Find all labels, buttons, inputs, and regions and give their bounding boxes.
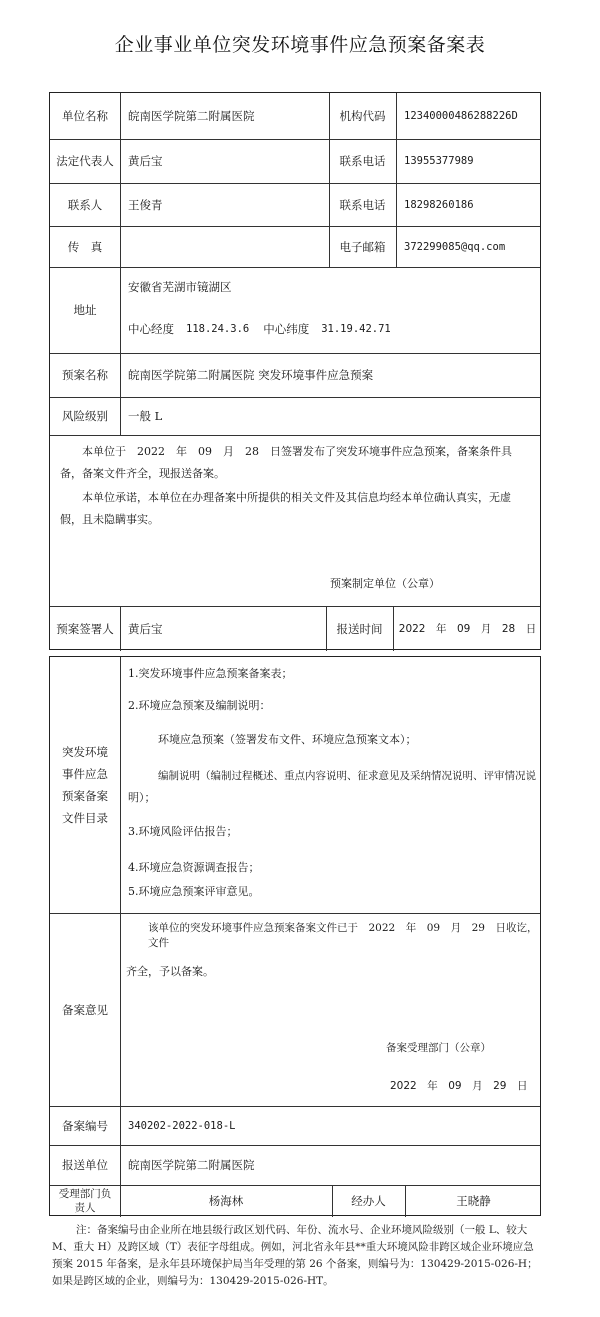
catalog-item-2a: 环境应急预案（签署发布文件、环境应急预案文本）；	[158, 733, 417, 746]
risk-level-value: 一般 L	[128, 409, 163, 423]
catalog-item-2b-line-1: 编制说明（编制过程概述、重点内容说明、征求意见及采纳情况说明、评审情况说	[158, 769, 536, 782]
dept-head-value: 杨海林	[208, 1194, 244, 1208]
catalog-label-line-3: 预案备案	[62, 789, 108, 803]
phone1-label: 联系电话	[339, 154, 386, 168]
coordinates-line	[120, 315, 540, 343]
phone2-value: 18298260186	[404, 198, 474, 211]
catalog-item-3: 3.环境风险评估报告；	[128, 825, 238, 838]
catalog-item-2: 2.环境应急预案及编制说明：	[128, 699, 271, 712]
contact-label: 联系人	[67, 197, 103, 212]
upper-table	[49, 92, 541, 650]
unit-name-value: 皖南医学院第二附属医院	[128, 109, 255, 123]
phone1-value: 13955377989	[404, 155, 474, 167]
submit-time-value: 2022 年 09 月 28 日	[398, 623, 537, 635]
catalog-label-line-2: 事件应急	[62, 767, 108, 781]
catalog-item-5: 5.环境应急预案评审意见。	[128, 885, 260, 898]
longitude-value: 118.24.3.6	[186, 323, 250, 335]
submit-unit-label: 报送单位	[62, 1158, 108, 1172]
latitude-value: 31.19.42.71	[321, 323, 391, 335]
document-title: 企业事业单位突发环境事件应急预案备案表	[114, 34, 486, 56]
dept-head-label-line-1: 受理部门负	[58, 1188, 112, 1200]
opinion-label: 备案意见	[62, 1002, 108, 1017]
fax-label: 传 真	[67, 239, 103, 254]
statement-paragraph-1: 本单位于 2022 年 09 月 28 日签署发布了突发环境事件应急预案，备案条件具备，备案文件齐全，现报送备案。	[60, 445, 512, 480]
legal-rep-label: 法定代表人	[56, 154, 114, 168]
statement-seal: 预案制定单位（公章）	[330, 577, 440, 590]
latitude-label: 中心纬度	[263, 322, 310, 336]
dept-head-label-line-2: 责人	[74, 1202, 96, 1214]
handler-value: 王晓静	[456, 1194, 491, 1208]
record-no-value: 340202-2022-018-L	[128, 1119, 236, 1132]
catalog-item-2b-line-2: 明）；	[128, 791, 156, 804]
legal-rep-value: 黄后宝	[128, 154, 163, 168]
dept-head-label	[50, 1185, 120, 1217]
email-label: 电子邮箱	[339, 239, 386, 254]
phone2-label: 联系电话	[339, 197, 386, 212]
catalog-item-4: 4.环境应急资源调查报告；	[128, 861, 260, 874]
risk-level-label: 风险级别	[62, 409, 108, 423]
catalog-label	[50, 725, 120, 845]
signer-value: 黄后宝	[128, 621, 163, 636]
contact-value: 王俊青	[128, 197, 163, 212]
catalog-item-1: 1.突发环境事件应急预案备案表；	[128, 667, 293, 680]
opinion-line-1: 该单位的突发环境事件应急预案备案文件已于 2022 年 09 月 29 日收讫，文件	[148, 922, 538, 949]
fax-value	[120, 226, 329, 267]
email-value: 372299085@qq.com	[404, 240, 506, 253]
lower-table	[49, 656, 541, 1216]
handler-label: 经办人	[351, 1194, 386, 1208]
plan-name-value: 皖南医学院第二附属医院 突发环境事件应急预案	[128, 368, 374, 382]
statement-paragraph-2: 本单位承诺，本单位在办理备案中所提供的相关文件及其信息均经本单位确认真实，无虚假，且未隐瞒事实。	[60, 491, 511, 526]
record-no-label: 备案编号	[62, 1118, 108, 1133]
address-value: 安徽省芜湖市镜湖区	[128, 280, 232, 294]
submit-time-label: 报送时间	[336, 621, 383, 636]
address-label: 地址	[73, 303, 97, 317]
org-code-label: 机构代码	[339, 109, 386, 123]
org-code-value: 12340000486288226D	[404, 110, 518, 122]
signer-label: 预案签署人	[56, 621, 114, 636]
footnote: 注：备案编号由企业所在地县级行政区划代码、年份、流水号、企业环境风险级别（一般 L、较大 M、重大 H）及跨区域（T）表征字母组成。例如，河北省永年县**重大环境风险非跨区域企业环境应急预案 2015 年备案，是永年县环境保护局当年受理的第 26 个备案，则编号为：130429-2015-026-H；如果是跨区域的企业，则编号为：130429-2015-026-HT。	[52, 1224, 538, 1287]
plan-name-label: 预案名称	[62, 368, 108, 382]
opinion-date: 2022 年 09 月 29 日	[390, 1079, 528, 1092]
opinion-seal: 备案受理部门（公章）	[386, 1041, 491, 1054]
unit-name-label: 单位名称	[62, 109, 108, 123]
opinion-line-2: 齐全，予以备案。	[126, 965, 214, 978]
catalog-label-line-4: 文件目录	[62, 811, 108, 825]
catalog-label-line-1: 突发环境	[62, 745, 108, 759]
longitude-label: 中心经度	[128, 322, 174, 336]
submit-unit-value: 皖南医学院第二附属医院	[128, 1158, 255, 1172]
